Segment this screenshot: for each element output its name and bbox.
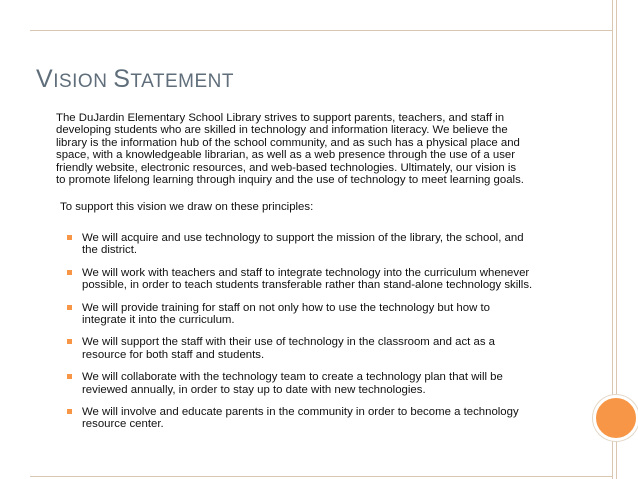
frame-top-line xyxy=(30,30,612,31)
list-item: We will work with teachers and staff to integrate technology into the curriculum whenever possible, in order to teach students transferable rather than stand-alone technology skills. xyxy=(66,267,536,292)
square-bullet-icon xyxy=(67,374,72,379)
square-bullet-icon xyxy=(67,270,72,275)
slide-title: VISION STATEMENT xyxy=(36,65,234,93)
frame-bottom-line xyxy=(30,476,612,477)
square-bullet-icon xyxy=(67,339,72,344)
principles-list xyxy=(66,232,536,431)
square-bullet-icon xyxy=(67,235,72,240)
square-bullet-icon xyxy=(67,305,72,310)
list-item: We will support the staff with their use of technology in the classroom and act as a resource for both staff and students. xyxy=(66,336,536,361)
list-item: We will acquire and use technology to support the mission of the library, the school, and the district. xyxy=(66,232,536,257)
list-item: We will involve and educate parents in the community in order to become a technology resource center. xyxy=(66,406,536,431)
square-bullet-icon xyxy=(67,409,72,414)
list-item: We will collaborate with the technology team to create a technology plan that will be reviewed annually, in order to stay up to date with new technologies. xyxy=(66,371,536,396)
list-item: We will provide training for staff on not only how to use the technology but how to integrate it into the curriculum. xyxy=(66,302,536,327)
decorative-orange-circle xyxy=(593,395,638,441)
principles-intro: To support this vision we draw on these principles: xyxy=(60,201,314,213)
intro-paragraph: The DuJardin Elementary School Library strives to support parents, teachers, and staff in developing students who are skilled in technology and information literacy. We believe the library is the information hub of the school community, and as such has a physical place and space, with a knowledgeable librarian, as well as a web presence through the use of a user friendly website, electronic resources, and web-based technologies. Ultimately, our vision is to promote lifelong learning through inquiry and the use of technology to meet learning goals. xyxy=(56,112,524,187)
